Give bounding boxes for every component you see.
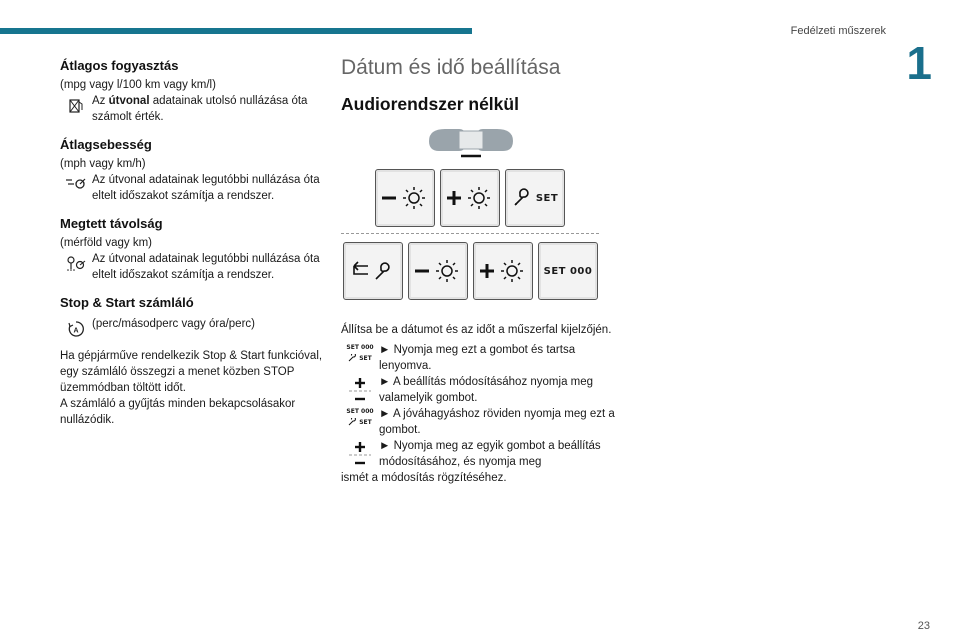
section-title: Átlagsebesség xyxy=(60,137,152,152)
wrench-set-button[interactable] xyxy=(505,169,565,227)
section-title: Átlagos fogyasztás xyxy=(60,58,179,73)
speed-icon xyxy=(60,172,92,190)
step-2 xyxy=(341,374,621,406)
dim-down-button-2[interactable] xyxy=(408,242,468,300)
section-text: Az útvonal adatainak legutóbbi nullázása óta eltelt időszakot számítja a rendszer. xyxy=(92,253,320,281)
page-title: Dátum és idő beállítása xyxy=(341,56,561,79)
right-column xyxy=(341,56,621,486)
section-title: Megtett távolság xyxy=(60,216,163,231)
section-distance xyxy=(60,216,330,283)
step-tail-text: ismét a módosítás rögzítéséhez. xyxy=(341,472,507,484)
step-1 xyxy=(341,342,621,374)
unit-text: (mpg vagy l/100 km vagy km/l) xyxy=(60,79,216,91)
step-text: ► Nyomja meg ezt a gombot és tartsa lenyomva. xyxy=(379,344,576,372)
section-avg-consumption xyxy=(60,58,330,125)
page-number: 23 xyxy=(917,620,930,632)
step-text: ► Nyomja meg az egyik gombot a beállítás módosításához, és nyomja meg xyxy=(379,440,601,468)
instrument-cluster-icon xyxy=(425,125,621,159)
set-label: SET xyxy=(535,192,559,204)
intro-text: Állítsa be a dátumot és az időt a műszerfal kijelzőjén. xyxy=(341,324,612,336)
left-column xyxy=(60,58,330,440)
section-text: Az útvonal adatainak utolsó nullázása óta számolt érték. xyxy=(92,95,308,123)
unit-text: (mérföld vagy km) xyxy=(60,237,153,249)
dim-down-button[interactable] xyxy=(375,169,435,227)
header-accent-bar xyxy=(0,28,472,34)
step-3 xyxy=(341,406,621,438)
plus-minus-icon xyxy=(341,438,379,470)
button-row-top xyxy=(375,169,621,227)
chapter-title: Fedélzeti műszerek xyxy=(790,25,886,37)
dim-up-button-2[interactable] xyxy=(473,242,533,300)
chapter-number: 1 xyxy=(906,37,932,89)
divider xyxy=(341,233,599,234)
unit-text: (perc/másodperc vagy óra/perc) xyxy=(92,318,255,330)
stop-start-icon xyxy=(60,316,92,338)
plus-minus-icon xyxy=(341,374,379,406)
paragraph: Ha gépjárműve rendelkezik Stop & Start funkcióval, egy számláló összegzi a menet közben STOP üzemmódban töltött időt. xyxy=(60,350,323,394)
distance-icon xyxy=(60,251,92,271)
paragraph: A számláló a gyűjtás minden bekapcsolásakor nullázódik. xyxy=(60,398,296,426)
wrench-icon xyxy=(512,188,532,208)
dim-up-button[interactable] xyxy=(440,169,500,227)
fuel-pump-icon xyxy=(60,93,92,113)
set-000-button[interactable] xyxy=(538,242,598,300)
section-subtitle: Audiorendszer nélkül xyxy=(341,94,519,114)
wrench-icon xyxy=(348,354,356,362)
wrench-icon xyxy=(348,418,356,426)
button-row-bottom xyxy=(343,242,621,300)
unit-text: (mph vagy km/h) xyxy=(60,158,146,170)
set-000-wrench-icon: SET 000 SET xyxy=(346,408,374,426)
section-stop-start xyxy=(60,295,330,428)
set-000-label: SET 000 xyxy=(543,265,593,277)
svg-text:A: A xyxy=(73,327,79,335)
back-wrench-button[interactable] xyxy=(343,242,403,300)
section-title: Stop & Start számláló xyxy=(60,295,194,310)
set-000-wrench-icon: SET 000 SET xyxy=(346,344,374,362)
section-text: Az útvonal adatainak legutóbbi nullázása óta eltelt időszakot számítja a rendszer. xyxy=(92,174,320,202)
step-4 xyxy=(341,438,621,470)
step-text: ► A beállítás módosításához nyomja meg valamelyik gombot. xyxy=(379,376,594,404)
step-text: ► A jóváhagyáshoz röviden nyomja meg ezt a gombot. xyxy=(379,408,615,436)
section-avg-speed xyxy=(60,137,330,204)
